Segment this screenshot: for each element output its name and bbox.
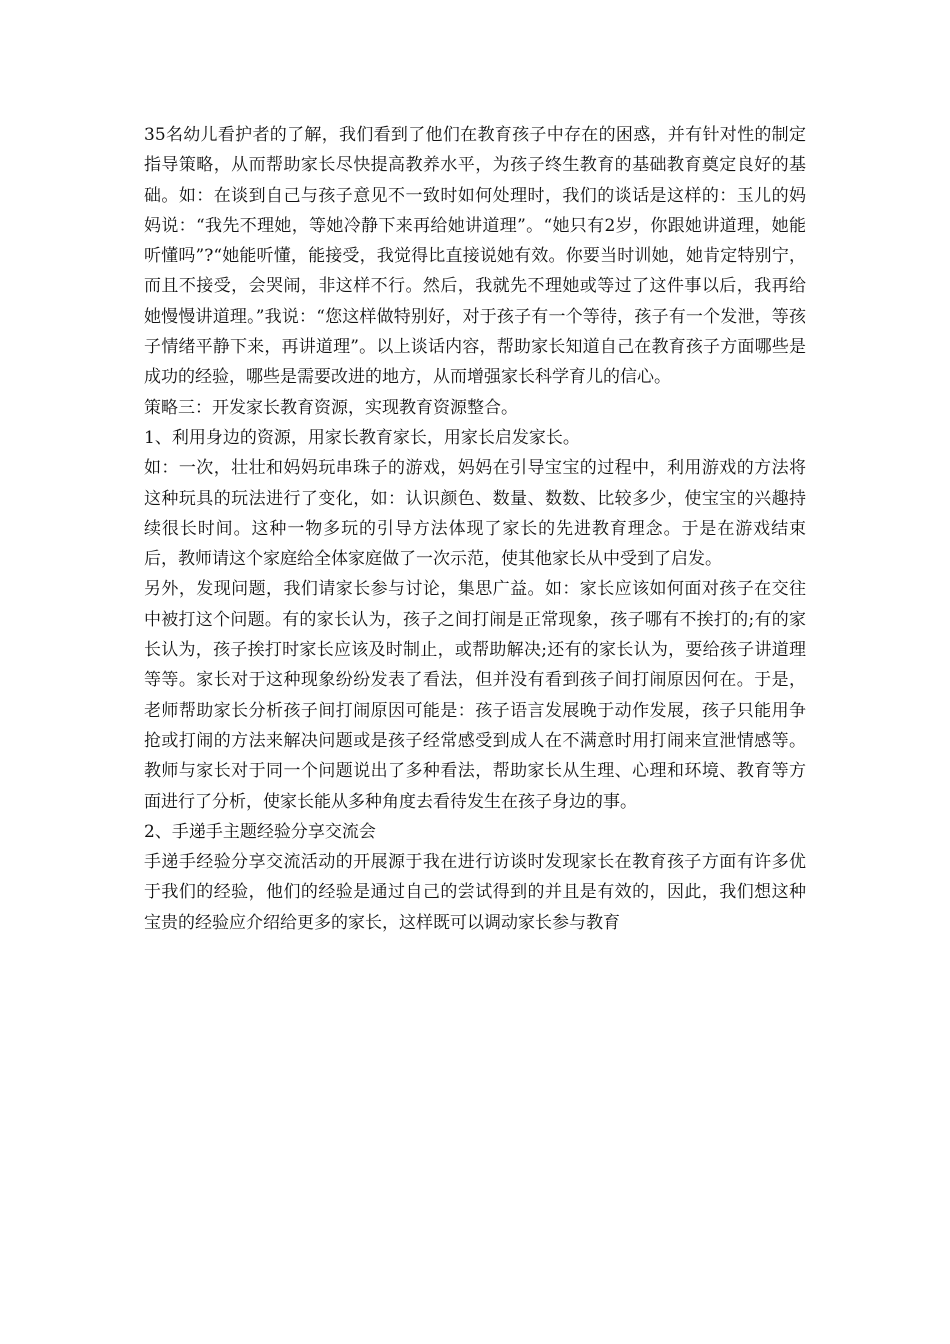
- paragraph-interview-example: 35名幼儿看护者的了解，我们看到了他们在教育孩子中存在的困惑，并有针对性的制定指导策略，从而帮助家长尽快提高教养水平，为孩子终生教育的基础教育奠定良好的基础。如：在谈到自己与孩子意见不一致时如何处理时，我们的谈话是这样的：玉儿的妈妈说：“我先不理她，等她冷静下来再给她讲道理”。“她只有2岁，你跟她讲道理，她能听懂吗”?“她能听懂，能接受，我觉得比直接说她有效。你要当时训她，她肯定特别宁，而且不接受，会哭闹，非这样不行。然后，我就先不理她或等过了这件事以后，我再给她慢慢讲道理。”我说：“您这样做特别好，对于孩子有一个等待，孩子有一个发泄，等孩子情绪平静下来，再讲道理”。以上谈话内容，帮助家长知道自己在教育孩子方面哪些是成功的经验，哪些是需要改进的地方，从而增强家长科学育儿的信心。: [144, 125, 806, 388]
- paragraph-exchange-meeting: 手递手经验分享交流活动的开展源于我在进行访谈时发现家长在教育孩子方面有许多优于我们的经验，他们的经验是通过自己的尝试得到的并且是有效的，因此，我们想这种宝贵的经验应介绍给更多的家长，这样既可以调动家长参与教育: [144, 852, 806, 933]
- paragraph-discussion: 另外，发现问题，我们请家长参与讨论，集思广益。如：家长应该如何面对孩子在交往中被打这个问题。有的家长认为，孩子之间打闹是正常现象，孩子哪有不挨打的;有的家长认为，孩子挨打时家长应该及时制止，或帮助解决;还有的家长认为，要给孩子讲道理等等。家长对于这种现象纷纷发表了看法，但并没有看到孩子间打闹原因何在。于是，老师帮助家长分析孩子间打闹原因可能是：孩子语言发展晚于动作发展，孩子只能用争抢或打闹的方法来解决问题或是孩子经常感受到成人在不满意时用打闹来宣泄情感等。教师与家长对于同一个问题说出了多种看法，帮助家长从生理、心理和环境、教育等方面进行了分析，使家长能从多种角度去看待发生在孩子身边的事。: [144, 579, 806, 812]
- heading-strategy-three: 策略三：开发家长教育资源，实现教育资源整合。: [144, 397, 518, 418]
- subheading-2: 2、手递手主题经验分享交流会: [144, 821, 376, 842]
- subheading-1: 1、利用身边的资源，用家长教育家长，用家长启发家长。: [144, 427, 580, 448]
- paragraph-beads-example: 如：一次，壮壮和妈妈玩串珠子的游戏，妈妈在引导宝宝的过程中，利用游戏的方法将这种玩具的玩法进行了变化，如：认识颜色、数量、数数、比较多少，使宝宝的兴趣持续很长时间。这种一物多玩的引导方法体现了家长的先进教育理念。于是在游戏结束后，教师请这个家庭给全体家庭做了一次示范，使其他家长从中受到了启发。: [144, 458, 806, 570]
